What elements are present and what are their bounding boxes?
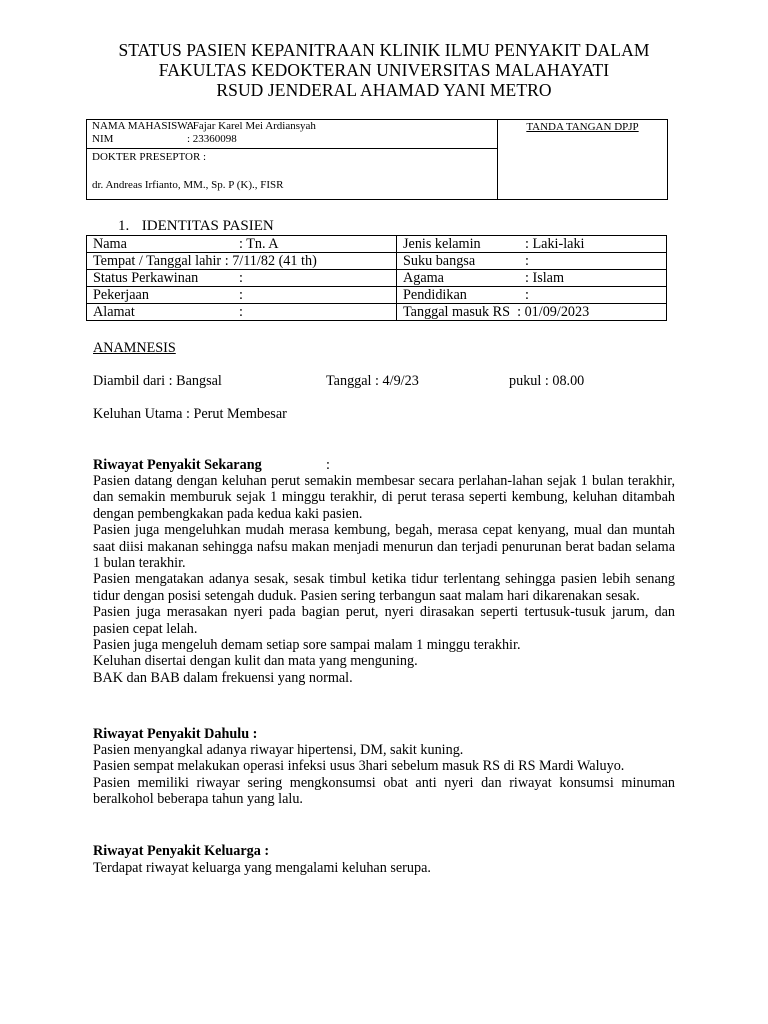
student-name-value: : Fajar Karel Mei Ardiansyah — [187, 120, 316, 132]
preceptor-label: DOKTER PRESEPTOR : — [92, 151, 207, 163]
tanggal: Tanggal : 4/9/23 — [326, 373, 419, 389]
rpd-paragraph: Pasien memiliki riwayar sering mengkonsumsi obat anti nyeri dan riwayat konsumsi minuman beralkohol beberapa tahun yang lalu. — [93, 774, 675, 808]
rps-paragraph: Pasien juga mengeluhkan mudah merasa kembung, begah, merasa cepat kenyang, mual dan muntah saat diisi makanan sehingga nafsu makan menjadi menurun dan terjadi penurunan berat badan selama 1 bulan terakhir. — [93, 522, 675, 572]
rpd-heading: Riwayat Penyakit Dahulu : — [93, 726, 258, 742]
suku-bangsa-label: Suku bangsa — [403, 253, 476, 269]
rpk-heading: Riwayat Penyakit Keluarga : — [93, 843, 270, 859]
rpk-text: Terdapat riwayat keluarga yang mengalami keluhan serupa. — [93, 860, 431, 876]
header-line-3: RSUD JENDERAL AHAMAD YANI METRO — [216, 80, 552, 100]
rps-heading-line — [93, 457, 675, 474]
nim-label: NIM — [92, 133, 114, 145]
ttl-label: Tempat / Tanggal lahir — [93, 253, 222, 269]
identitas-table — [86, 235, 667, 321]
diambil-dari: Diambil dari : Bangsal — [93, 373, 222, 389]
rps-body — [93, 473, 675, 686]
pendidikan-value: : — [525, 287, 529, 303]
rps-paragraph: Pasien datang dengan keluhan perut semakin membesar secara perlahan-lahan sejak 1 bulan terakhir, dan semakin memburuk sejak 1 minggu terakhir, di perut terasa seperti kembung, keluhan ditambah dengan pembengkakan pada kedua kaki pasien. — [93, 473, 675, 522]
signature-label: TANDA TANGAN DPJP — [526, 121, 639, 133]
ttl-value: : 7/11/82 (41 th) — [224, 253, 317, 269]
table-row — [87, 304, 667, 321]
section-number: 1. — [118, 218, 130, 234]
tanggal-masuk-value: : 01/09/2023 — [517, 304, 590, 320]
rps-paragraph: Pasien juga merasakan nyeri pada bagian perut, nyeri dirasakan seperti tertusuk-tusuk jarum, dan pasien cepat lelah. — [93, 604, 675, 637]
rps-paragraph: BAK dan BAB dalam frekuensi yang normal. — [93, 669, 353, 686]
rps-paragraph: Keluhan disertai dengan kulit dan mata yang menguning. — [93, 653, 418, 670]
header-line-1: STATUS PASIEN KEPANITRAAN KLINIK ILMU PENYAKIT DALAM — [118, 40, 650, 60]
identitas-title: IDENTITAS PASIEN — [141, 218, 274, 234]
rps-heading: Riwayat Penyakit Sekarang — [93, 457, 262, 473]
rpd-paragraph: Pasien menyangkal adanya riwayar hipertensi, DM, sakit kuning. — [93, 742, 464, 758]
header-line-2: FAKULTAS KEDOKTERAN UNIVERSITAS MALAHAYATI — [158, 60, 610, 80]
nama-label: Nama — [93, 236, 127, 252]
table-row — [87, 287, 667, 304]
alamat-label: Alamat — [93, 304, 135, 320]
rpd-body — [93, 742, 675, 808]
pukul: pukul : 08.00 — [509, 373, 585, 389]
agama-value: : Islam — [525, 270, 565, 286]
signature-cell — [498, 120, 668, 200]
rps-paragraph: Pasien juga mengeluh demam setiap sore sampai malam 1 minggu terakhir. — [93, 637, 521, 654]
keluhan-utama: Keluhan Utama : Perut Membesar — [93, 406, 287, 422]
tanggal-masuk-label: Tanggal masuk RS — [403, 304, 510, 320]
table-row — [87, 253, 667, 270]
rps-colon: : — [326, 457, 330, 473]
rps-paragraph: Pasien mengatakan adanya sesak, sesak timbul ketika tidur terlentang sehingga pasien lebih senang tidur dengan posisi setengah duduk. Pasien sering terbangun saat malam hari dikarenakan sesak. — [93, 571, 675, 604]
agama-label: Agama — [403, 270, 444, 286]
jenis-kelamin-value: : Laki-laki — [525, 236, 585, 252]
preceptor-cell — [87, 149, 498, 200]
rpd-paragraph: Pasien sempat melakukan operasi infeksi usus 3hari sebelum masuk RS di RS Mardi Waluyo. — [93, 758, 625, 775]
table-row — [87, 236, 667, 253]
nim-value: : 23360098 — [187, 133, 237, 145]
pekerjaan-label: Pekerjaan — [93, 287, 149, 303]
anamnesis-source-line — [93, 373, 675, 390]
document-header — [0, 40, 768, 100]
status-perkawinan-label: Status Perkawinan — [93, 270, 199, 286]
alamat-value: : — [239, 304, 243, 320]
student-name-label: NAMA MAHASISWA — [92, 120, 195, 132]
jenis-kelamin-label: Jenis kelamin — [403, 236, 481, 252]
anamnesis-heading: ANAMNESIS — [93, 340, 176, 356]
status-perkawinan-value: : — [239, 270, 243, 286]
pendidikan-label: Pendidikan — [403, 287, 467, 303]
preceptor-name: dr. Andreas Irfianto, MM., Sp. P (K)., FISR — [92, 179, 284, 191]
nama-value: : Tn. A — [239, 236, 279, 252]
pekerjaan-value: : — [239, 287, 243, 303]
identitas-heading — [118, 218, 274, 234]
student-info-table — [86, 119, 668, 200]
suku-bangsa-value: : — [525, 253, 529, 269]
student-cell — [87, 120, 498, 149]
table-row — [87, 270, 667, 287]
